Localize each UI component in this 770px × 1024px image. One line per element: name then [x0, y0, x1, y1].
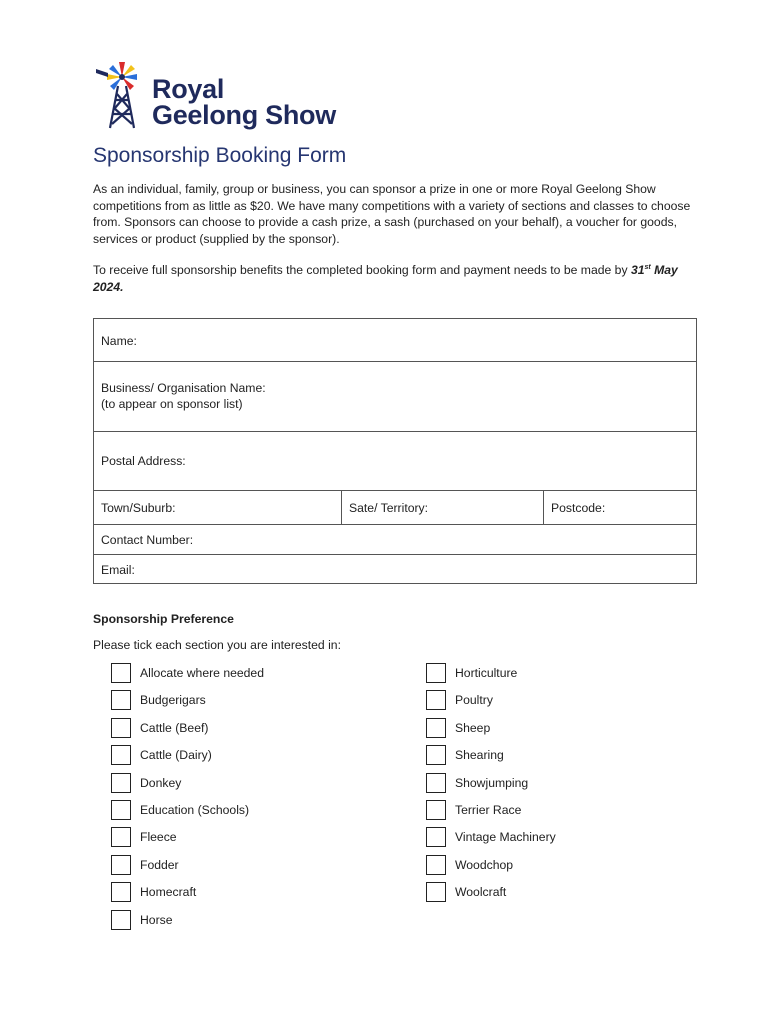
logo — [94, 60, 364, 136]
section-checkbox[interactable] — [426, 745, 446, 765]
section-checkbox[interactable] — [111, 745, 131, 765]
section-checkbox[interactable] — [426, 663, 446, 683]
section-checkbox[interactable] — [111, 773, 131, 793]
section-label: Education (Schools) — [140, 803, 250, 817]
name-label: Name: — [101, 334, 137, 348]
section-label: Cattle (Beef) — [140, 721, 209, 735]
section-label: Fodder — [140, 858, 179, 872]
section-label: Horse — [140, 913, 173, 927]
logo-line-1: Royal — [152, 74, 225, 104]
contact-row[interactable] — [94, 525, 696, 555]
section-label: Budgerigars — [140, 693, 206, 707]
town-label: Town/Suburb: — [101, 501, 176, 515]
postal-label: Postal Address: — [101, 454, 186, 468]
business-label: Business/ Organisation Name: — [101, 381, 266, 395]
section-label: Woolcraft — [455, 885, 507, 899]
postcode-cell[interactable] — [543, 491, 696, 524]
section-label: Woodchop — [455, 858, 514, 872]
intro-paragraph: As an individual, family, group or business, you can sponsor a prize in one or more Royal Geelong Show competitions from as little as $20. We have many competitions with a variety of sections and classes to choose from. Sponsors can choose to provide a cash prize, a sash (purchased on your behalf), a voucher for goods, services or product (supplied by the sponsor). — [93, 182, 691, 246]
name-row[interactable] — [94, 319, 696, 362]
deadline-day: 31 — [630, 263, 645, 278]
logo-wordmark — [152, 76, 336, 128]
postal-row[interactable] — [94, 432, 696, 491]
section-checkbox[interactable] — [111, 910, 131, 930]
section-label: Shearing — [455, 748, 504, 762]
section-checkbox[interactable] — [426, 855, 446, 875]
section-checkbox[interactable] — [111, 718, 131, 738]
section-checkbox[interactable] — [111, 855, 131, 875]
business-sublabel: (to appear on sponsor list) — [101, 397, 243, 411]
section-checkbox[interactable] — [111, 663, 131, 683]
section-label: Showjumping — [455, 776, 529, 790]
deadline-rest: May 2024. — [93, 263, 678, 294]
deadline-text: To receive full sponsorship benefits the completed booking form and payment needs to be made by — [93, 263, 628, 278]
business-row[interactable] — [94, 362, 696, 432]
section-label: Sheep — [455, 721, 491, 735]
section-checkbox[interactable] — [111, 882, 131, 902]
section-checkbox[interactable] — [426, 800, 446, 820]
section-label: Fleece — [140, 830, 177, 844]
section-checkbox[interactable] — [111, 800, 131, 820]
section-label: Cattle (Dairy) — [140, 748, 212, 762]
logo-line-2: Geelong Show — [152, 100, 336, 130]
email-row[interactable] — [94, 555, 696, 583]
contact-label: Contact Number: — [101, 533, 194, 547]
section-label: Allocate where needed — [140, 666, 264, 680]
section-label: Donkey — [140, 776, 182, 790]
details-form — [93, 318, 697, 584]
deadline-day-suffix: st — [644, 264, 651, 271]
location-row — [94, 491, 696, 525]
town-cell[interactable] — [94, 491, 341, 524]
postcode-label: Postcode: — [551, 501, 606, 515]
preference-heading: Sponsorship Preference — [93, 612, 234, 626]
section-checkbox[interactable] — [426, 827, 446, 847]
section-checkbox[interactable] — [426, 882, 446, 902]
section-label: Poultry — [455, 693, 493, 707]
section-checkbox[interactable] — [426, 690, 446, 710]
email-label: Email: — [101, 563, 135, 577]
section-label: Horticulture — [455, 666, 518, 680]
deadline-paragraph — [93, 260, 693, 295]
windmill-icon — [94, 60, 144, 132]
section-checkbox[interactable] — [426, 773, 446, 793]
preference-instruction: Please tick each section you are interested in: — [93, 638, 341, 652]
page-title: Sponsorship Booking Form — [93, 144, 347, 167]
section-checkbox[interactable] — [111, 827, 131, 847]
section-label: Terrier Race — [455, 803, 522, 817]
section-checkbox[interactable] — [111, 690, 131, 710]
state-label: Sate/ Territory: — [349, 501, 429, 515]
section-label: Vintage Machinery — [455, 830, 556, 844]
state-cell[interactable] — [341, 491, 543, 524]
section-checkbox[interactable] — [426, 718, 446, 738]
section-label: Homecraft — [140, 885, 197, 899]
